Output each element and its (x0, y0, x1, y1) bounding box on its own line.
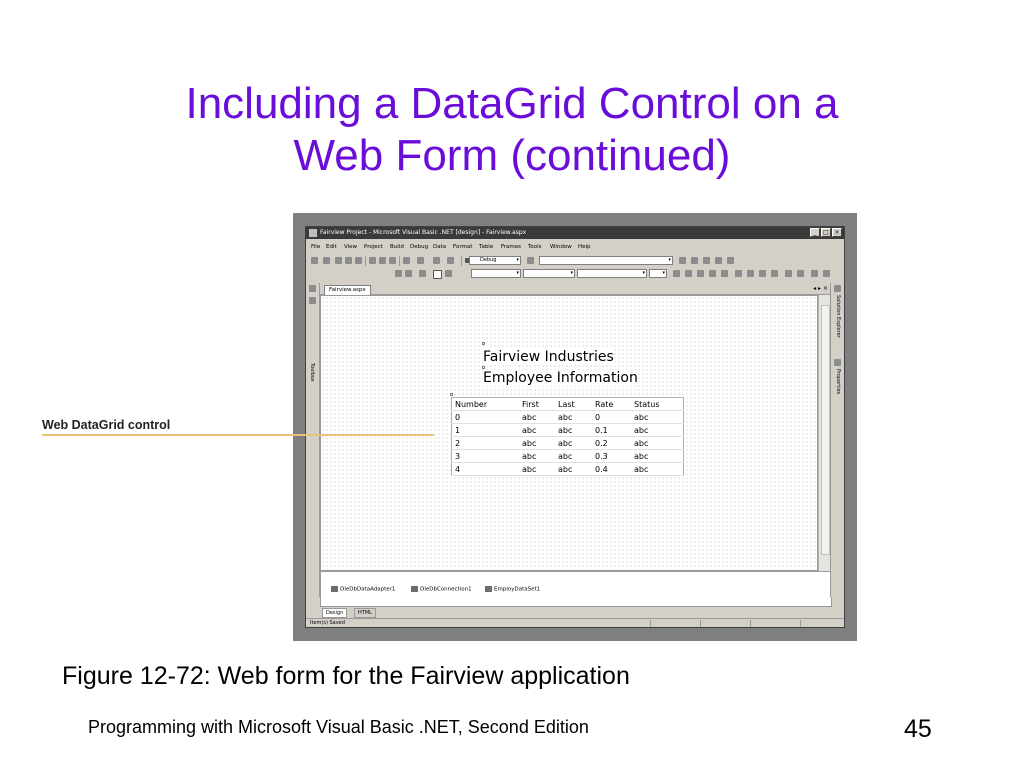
chevron-down-icon: ▾ (516, 257, 519, 263)
indent-icon[interactable] (823, 270, 830, 277)
toolbar-separator (365, 256, 366, 266)
form-heading-company[interactable]: Fairview Industries (483, 349, 614, 365)
callout-line (42, 434, 434, 436)
chevron-down-icon: ▾ (516, 270, 519, 276)
highlight-icon[interactable] (721, 270, 728, 277)
align-left-icon[interactable] (735, 270, 742, 277)
font-color-icon[interactable] (709, 270, 716, 277)
table-cell: abc (519, 437, 555, 450)
tab-design[interactable] (322, 608, 347, 618)
component-oledb-connection[interactable] (411, 586, 472, 593)
table-cell: abc (519, 463, 555, 476)
toolbox-icon[interactable] (715, 257, 722, 264)
slide-title-line1: Including a DataGrid Control on a (185, 79, 839, 128)
table-cell: 0.1 (592, 424, 631, 437)
new-project-icon[interactable] (311, 257, 318, 264)
configuration-dropdown[interactable] (469, 256, 521, 265)
toolbox-label[interactable]: Toolbox (309, 363, 315, 382)
table-cell: abc (519, 450, 555, 463)
scrollbar-thumb[interactable] (821, 305, 830, 555)
table-cell: abc (519, 411, 555, 424)
tab-fairview-aspx[interactable]: Fairview.aspx (324, 285, 371, 296)
formatting-toolbar (309, 268, 843, 280)
form-heading-subtitle[interactable]: Employee Information (483, 370, 638, 386)
table-cell: abc (555, 437, 592, 450)
table-cell: 0 (592, 411, 631, 424)
font-name-dropdown[interactable] (523, 269, 575, 278)
numbered-list-icon[interactable] (785, 270, 792, 277)
menu-debug[interactable]: Debug (410, 244, 429, 250)
selection-handle-icon (450, 393, 453, 396)
solution-explorer-icon[interactable] (834, 285, 841, 292)
table-cell: abc (555, 463, 592, 476)
server-explorer-icon[interactable] (309, 285, 316, 292)
callout-label: Web DataGrid control (42, 418, 171, 432)
column-header[interactable]: Status (631, 398, 684, 411)
bulleted-list-icon[interactable] (797, 270, 804, 277)
position-icon[interactable] (445, 270, 452, 277)
component-oledb-data-adapter[interactable] (331, 586, 395, 593)
table-row (452, 411, 684, 424)
menu-project[interactable]: Project (364, 244, 383, 250)
column-header[interactable]: Last (555, 398, 592, 411)
solution-explorer-tab[interactable]: Solution Explorer (835, 295, 841, 338)
ide-window (305, 226, 845, 628)
status-separator (700, 620, 701, 628)
menu-bar (306, 243, 844, 253)
block-format-dropdown[interactable] (471, 269, 521, 278)
web-datagrid[interactable] (451, 397, 684, 476)
table-row (452, 450, 684, 463)
menu-edit[interactable]: Edit (326, 244, 337, 250)
component-label: OleDbConnection1 (420, 586, 472, 593)
close-button[interactable]: × (832, 228, 842, 237)
menu-file[interactable]: File (311, 244, 321, 250)
html-tab-label: HTML (358, 610, 372, 616)
status-bar (306, 618, 844, 628)
navigate-forward-icon[interactable] (447, 257, 454, 264)
menu-frames[interactable]: Frames (501, 244, 522, 250)
menu-format[interactable]: Format (453, 244, 473, 250)
app-icon (309, 229, 317, 237)
design-surface[interactable] (320, 295, 818, 571)
component-employ-dataset[interactable] (485, 586, 540, 593)
maximize-button[interactable]: □ (821, 228, 831, 237)
status-separator (750, 620, 751, 628)
figure-caption: Figure 12-72: Web form for the Fairview application (62, 662, 630, 690)
menu-build[interactable]: Build (390, 244, 404, 250)
component-tray (320, 571, 832, 607)
table-cell: 0.2 (592, 437, 631, 450)
dataset-icon (485, 586, 492, 592)
properties-icon[interactable] (691, 257, 698, 264)
toolbar-separator (461, 256, 462, 266)
column-header[interactable]: Rate (592, 398, 631, 411)
border-icon[interactable] (433, 270, 442, 279)
slide-footer: Programming with Microsoft Visual Basic .NET, Second Edition (88, 717, 589, 737)
menu-view[interactable]: View (344, 244, 358, 250)
cut-icon[interactable] (369, 257, 376, 264)
open-icon[interactable] (335, 257, 342, 264)
navigate-back-icon[interactable] (433, 257, 440, 264)
style-dropdown[interactable] (649, 269, 667, 278)
solution-explorer-icon[interactable] (679, 257, 686, 264)
table-cell: abc (631, 424, 684, 437)
chevron-down-icon: ▾ (668, 257, 671, 263)
table-cell: abc (555, 411, 592, 424)
underline-icon[interactable] (697, 270, 704, 277)
table-cell: 3 (452, 450, 520, 463)
save-icon[interactable] (345, 257, 352, 264)
tab-scroll-close-controls[interactable]: ◂ ▸ × (813, 285, 828, 292)
chevron-down-icon: ▾ (570, 270, 573, 276)
data-adapter-icon (331, 586, 338, 592)
table-cell: abc (631, 463, 684, 476)
window-title: Fairview Project - Microsoft Visual Basic .NET [design] - Fairview.aspx (320, 229, 527, 236)
table-cell: 1 (452, 424, 520, 437)
slide-title-line2: Web Form (continued) (293, 131, 731, 180)
menu-table[interactable]: Table (479, 244, 494, 250)
align-right-icon[interactable] (759, 270, 766, 277)
table-row (452, 463, 684, 476)
column-header[interactable]: First (519, 398, 555, 411)
window-titlebar (306, 227, 844, 239)
chevron-down-icon: ▾ (662, 270, 665, 276)
toolbox-icon[interactable] (309, 297, 316, 304)
find-icon[interactable] (527, 257, 534, 264)
status-text: Item(s) Saved (310, 620, 345, 626)
table-cell: abc (555, 450, 592, 463)
save-all-icon[interactable] (355, 257, 362, 264)
properties-tab[interactable]: Properties (835, 369, 841, 395)
outdent-icon[interactable] (811, 270, 818, 277)
table-cell: 2 (452, 437, 520, 450)
selection-handle-icon (482, 342, 485, 345)
tab-html[interactable] (354, 608, 376, 618)
component-label: EmployDataSet1 (494, 586, 541, 593)
paste-icon[interactable] (389, 257, 396, 264)
chevron-down-icon: ▾ (642, 270, 645, 276)
snap-icon[interactable] (405, 270, 412, 277)
menu-tools[interactable]: Tools (528, 244, 542, 250)
align-center-icon[interactable] (747, 270, 754, 277)
table-cell: 0 (452, 411, 520, 424)
slide-title (0, 78, 1024, 182)
table-cell: abc (631, 411, 684, 424)
datagrid-header-row (452, 398, 684, 411)
grid-icon[interactable] (395, 270, 402, 277)
menu-help[interactable]: Help (578, 244, 591, 250)
design-tab-label: Design (326, 610, 344, 616)
table-cell: 0.3 (592, 450, 631, 463)
object-browser-icon[interactable] (703, 257, 710, 264)
font-size-dropdown[interactable] (577, 269, 647, 278)
table-cell: 0.4 (592, 463, 631, 476)
bold-icon[interactable] (673, 270, 680, 277)
configuration-value: Debug (480, 257, 497, 263)
table-row (452, 424, 684, 437)
find-combo[interactable] (539, 256, 673, 265)
redo-icon[interactable] (417, 257, 424, 264)
page-number: 45 (904, 715, 932, 743)
copy-icon[interactable] (379, 257, 386, 264)
italic-icon[interactable] (685, 270, 692, 277)
minimize-button[interactable]: _ (810, 228, 820, 237)
justify-icon[interactable] (771, 270, 778, 277)
add-item-icon[interactable] (323, 257, 330, 264)
menu-window[interactable]: Window (550, 244, 572, 250)
status-separator (800, 620, 801, 628)
table-cell: abc (519, 424, 555, 437)
undo-icon[interactable] (403, 257, 410, 264)
toolbar-separator (399, 256, 400, 266)
selection-handle-icon (482, 366, 485, 369)
table-cell: abc (631, 437, 684, 450)
component-label: OleDbDataAdapter1 (340, 586, 396, 593)
view-tab-bar (320, 607, 832, 618)
column-header[interactable]: Number (452, 398, 520, 411)
other-windows-icon[interactable] (727, 257, 734, 264)
menu-data[interactable]: Data (433, 244, 447, 250)
standard-toolbar (309, 255, 843, 267)
table-cell: abc (555, 424, 592, 437)
status-separator (650, 620, 651, 628)
table-cell: 4 (452, 463, 520, 476)
properties-icon[interactable] (834, 359, 841, 366)
table-cell: abc (631, 450, 684, 463)
document-tab-bar (320, 283, 832, 295)
toolbox-strip[interactable] (306, 283, 320, 597)
table-row (452, 437, 684, 450)
lock-icon[interactable] (419, 270, 426, 277)
connection-icon (411, 586, 418, 592)
right-dock-strip (830, 283, 844, 597)
